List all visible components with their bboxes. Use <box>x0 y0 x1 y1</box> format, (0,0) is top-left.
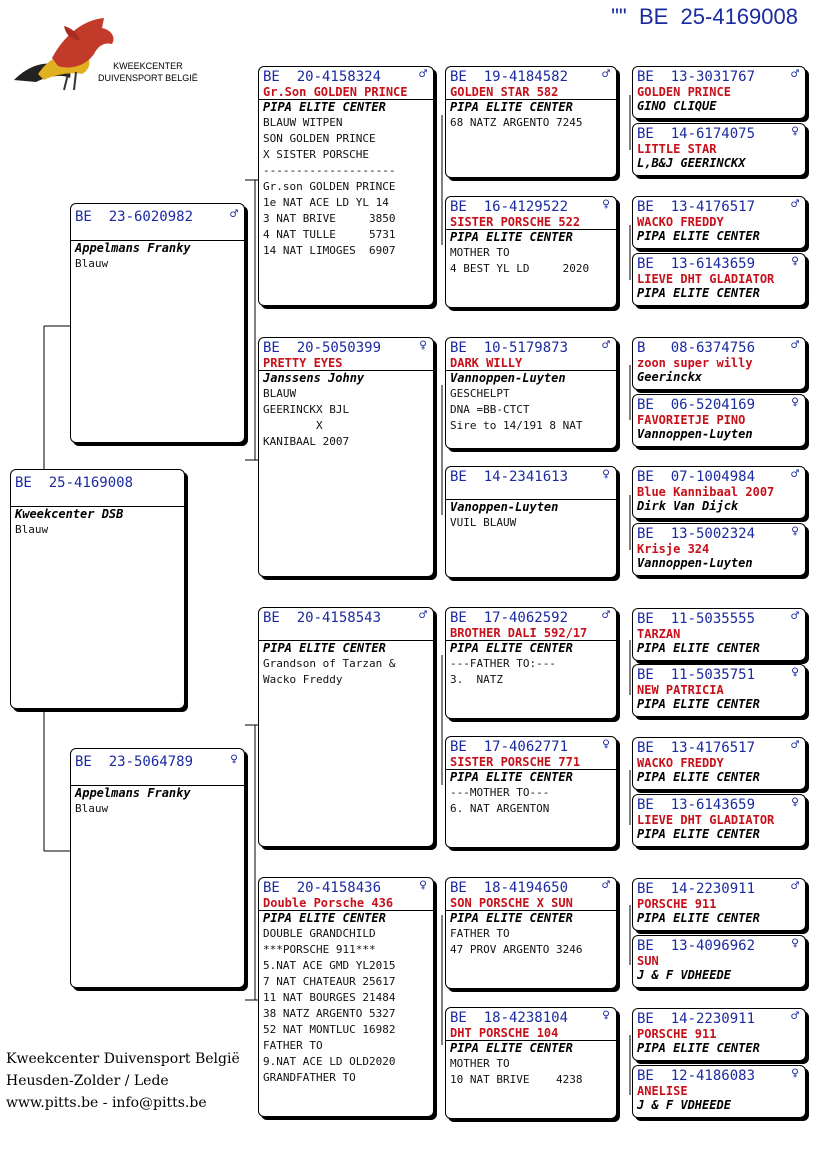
female-icon: ♀ <box>791 395 799 410</box>
breeder: PIPA ELITE CENTER <box>446 99 616 115</box>
male-icon: ♂ <box>791 738 799 753</box>
male-icon: ♂ <box>230 207 238 222</box>
pigeon-name: TARZAN <box>637 627 681 641</box>
logo-text <box>98 60 198 84</box>
pigeon-name: zoon super willy <box>637 356 753 370</box>
pigeon-name: SON PORSCHE X SUN <box>450 896 573 910</box>
pedigree-card-g4-15 <box>632 1008 806 1061</box>
ring-number: BE 17-4062592 <box>450 610 569 626</box>
breeder: J & F VDHEEDE <box>637 1098 731 1112</box>
info-line: Blauw <box>75 257 109 270</box>
pigeon-name: LIEVE DHT GLADIATOR <box>637 813 775 827</box>
ring-number: BE 20-4158324 <box>263 69 382 85</box>
info-line: 4 NAT TULLE 5731 <box>263 228 396 241</box>
ring-number: BE 13-5002324 <box>637 526 756 542</box>
ring-number: BE 13-4176517 <box>637 199 756 215</box>
pigeon-name: SISTER PORSCHE 771 <box>450 755 581 769</box>
male-icon: ♂ <box>791 338 799 353</box>
ring-number: BE 13-3031767 <box>637 69 756 85</box>
info-line: GEERINCKX BJL <box>263 403 350 416</box>
info-line: 1e NAT ACE LD YL 14 <box>263 196 389 209</box>
breeder: PIPA ELITE CENTER <box>446 229 616 245</box>
ring-number: BE 23-5064789 <box>75 754 194 770</box>
pedigree-card-g3f <box>445 736 617 848</box>
breeder: PIPA ELITE CENTER <box>637 1041 760 1055</box>
breeder: PIPA ELITE CENTER <box>637 697 760 711</box>
breeder: PIPA ELITE CENTER <box>259 910 433 926</box>
pigeon-name: NEW PATRICIA <box>637 683 724 697</box>
pigeon-name: WACKO FREDDY <box>637 215 724 229</box>
breeder: PIPA ELITE CENTER <box>637 641 760 655</box>
info-line: 14 NAT LIMOGES 6907 <box>263 244 396 257</box>
breeder: PIPA ELITE CENTER <box>637 911 760 925</box>
ring-number: BE 18-4238104 <box>450 1010 569 1026</box>
pigeon-name: DARK WILLY <box>450 356 523 370</box>
ring-number: BE 14-2230911 <box>637 1011 756 1027</box>
pedigree-card-g3g <box>445 877 617 989</box>
breeder: Appelmans Franky <box>71 785 244 801</box>
pedigree-card-g4-4 <box>632 253 806 306</box>
pedigree-card-g4-9 <box>632 608 806 661</box>
ring-number: BE 13-6143659 <box>637 797 756 813</box>
ring-number: BE 07-1004984 <box>637 469 756 485</box>
ring-number: BE 16-4129522 <box>450 199 569 215</box>
info-line: Sire to 14/191 8 NAT <box>450 419 583 432</box>
info-line: ---MOTHER TO--- <box>450 786 550 799</box>
info-line: SON GOLDEN PRINCE <box>263 132 376 145</box>
female-icon: ♀ <box>602 197 610 212</box>
ring-number: BE 10-5179873 <box>450 340 569 356</box>
pedigree-card-g2d <box>258 877 434 1117</box>
info-line: KANIBAAL 2007 <box>263 435 350 448</box>
pedigree-card-g4-3 <box>632 196 806 249</box>
info-line: 3 NAT BRIVE 3850 <box>263 212 396 225</box>
male-icon: ♂ <box>791 879 799 894</box>
breeder: Appelmans Franky <box>71 240 244 256</box>
pedigree-card-g4-12 <box>632 794 806 847</box>
footer <box>6 1048 240 1114</box>
pedigree-card-g4-1 <box>632 66 806 119</box>
info-line: MOTHER TO <box>450 1057 510 1070</box>
pigeon-name: GOLDEN STAR 582 <box>450 85 559 99</box>
info-line: 68 NATZ ARGENTO 7245 <box>450 116 583 129</box>
pedigree-card-g3c <box>445 337 617 449</box>
info-line: Wacko Freddy <box>263 673 343 686</box>
ring-number: BE 20-4158543 <box>263 610 382 626</box>
pedigree-card-g3a <box>445 66 617 178</box>
logo-line-2: DUIVENSPORT BELGIË <box>98 73 198 83</box>
female-icon: ♀ <box>791 524 799 539</box>
pedigree-card-root <box>10 469 185 709</box>
pigeon-name: LITTLE STAR <box>637 142 717 156</box>
breeder: Vannoppen-Luyten <box>637 556 753 570</box>
info-line: BLAUW <box>263 387 297 400</box>
ring-number: BE 20-4158436 <box>263 880 382 896</box>
breeder: PIPA ELITE CENTER <box>259 640 433 656</box>
info-line: 7 NAT CHATEAUR 25617 <box>263 975 396 988</box>
male-icon: ♂ <box>419 608 427 623</box>
pedigree-card-g4-11 <box>632 737 806 790</box>
female-icon: ♀ <box>791 936 799 951</box>
breeder: Vannoppen-Luyten <box>446 370 616 386</box>
ring-number: BE 14-2341613 <box>450 469 569 485</box>
info-line: BLAUW WITPEN <box>263 116 343 129</box>
breeder: PIPA ELITE CENTER <box>446 910 616 926</box>
ring-number: BE 20-5050399 <box>263 340 382 356</box>
breeder: PIPA ELITE CENTER <box>446 769 616 785</box>
pedigree-card-sire <box>70 203 245 443</box>
male-icon: ♂ <box>602 338 610 353</box>
pedigree-card-g4-7 <box>632 466 806 519</box>
female-icon: ♀ <box>602 737 610 752</box>
male-icon: ♂ <box>791 197 799 212</box>
info-line: MOTHER TO <box>450 246 510 259</box>
breeder: GINO CLIQUE <box>637 99 717 113</box>
female-icon: ♀ <box>602 467 610 482</box>
pedigree-card-g4-13 <box>632 878 806 931</box>
breeder: L,B&J GEERINCKX <box>637 156 746 170</box>
info-line: Gr.son GOLDEN PRINCE <box>263 180 396 193</box>
female-icon: ♀ <box>791 254 799 269</box>
ring-number: BE 14-2230911 <box>637 881 756 897</box>
pedigree-card-g4-10 <box>632 664 806 717</box>
ring-number: BE 19-4184582 <box>450 69 569 85</box>
info-line: X SISTER PORSCHE <box>263 148 369 161</box>
pedigree-title <box>611 4 798 30</box>
ring-number: BE 11-5035751 <box>637 667 756 683</box>
pigeon-name: Double Porsche 436 <box>263 896 394 910</box>
ring-number: BE 13-4176517 <box>637 740 756 756</box>
male-icon: ♂ <box>791 467 799 482</box>
breeder: PIPA ELITE CENTER <box>446 1040 616 1056</box>
pigeon-name: SUN <box>637 954 659 968</box>
male-icon: ♂ <box>791 609 799 624</box>
pedigree-card-g3b <box>445 196 617 308</box>
breeder: Dirk Van Dijck <box>637 499 739 513</box>
ring-number: BE 18-4194650 <box>450 880 569 896</box>
female-icon: ♀ <box>419 338 427 353</box>
female-icon: ♀ <box>602 1008 610 1023</box>
ring-number: B 08-6374756 <box>637 340 756 356</box>
title-quote: "" <box>611 4 627 29</box>
pedigree-card-g4-2 <box>632 123 806 176</box>
female-icon: ♀ <box>791 124 799 139</box>
breeder: PIPA ELITE CENTER <box>259 99 433 115</box>
female-icon: ♀ <box>419 878 427 893</box>
pedigree-card-g3h <box>445 1007 617 1119</box>
footer-location: Heusden-Zolder / Lede <box>6 1073 169 1089</box>
ring-number: BE 14-6174075 <box>637 126 756 142</box>
male-icon: ♂ <box>602 878 610 893</box>
pedigree-card-dam <box>70 748 245 988</box>
female-icon: ♀ <box>791 665 799 680</box>
female-icon: ♀ <box>230 752 238 767</box>
breeder: PIPA ELITE CENTER <box>637 229 760 243</box>
pigeon-name: FAVORIETJE PINO <box>637 413 746 427</box>
pedigree-card-g2a <box>258 66 434 306</box>
info-line: ---FATHER TO:--- <box>450 657 556 670</box>
info-line: 4 BEST YL LD 2020 <box>450 262 590 275</box>
info-line: FATHER TO <box>263 1039 323 1052</box>
info-line: Grandson of Tarzan & <box>263 657 396 670</box>
breeder: PIPA ELITE CENTER <box>637 827 760 841</box>
pigeon-name: PORSCHE 911 <box>637 897 717 911</box>
info-line: 38 NATZ ARGENTO 5327 <box>263 1007 396 1020</box>
pigeon-name: Krisje 324 <box>637 542 710 556</box>
ring-number: BE 12-4186083 <box>637 1068 756 1084</box>
breeder: PIPA ELITE CENTER <box>637 770 760 784</box>
pedigree-card-g4-6 <box>632 394 806 447</box>
info-line: ***PORSCHE 911*** <box>263 943 376 956</box>
female-icon: ♀ <box>791 795 799 810</box>
info-line: X <box>263 419 323 432</box>
pigeon-name: PRETTY EYES <box>263 356 343 370</box>
info-line: GRANDFATHER TO <box>263 1071 356 1084</box>
male-icon: ♂ <box>791 67 799 82</box>
pigeon-name: GOLDEN PRINCE <box>637 85 731 99</box>
ring-number: BE 25-4169008 <box>15 475 134 491</box>
info-line: Blauw <box>75 802 109 815</box>
info-line: GESCHELPT <box>450 387 510 400</box>
ring-number: BE 13-6143659 <box>637 256 756 272</box>
pedigree-card-g3e <box>445 607 617 719</box>
breeder: J & F VDHEEDE <box>637 968 731 982</box>
breeder: Janssens Johny <box>259 370 433 386</box>
pigeon-name: ANELISE <box>637 1084 688 1098</box>
breeder: PIPA ELITE CENTER <box>446 640 616 656</box>
pigeon-name: Gr.Son GOLDEN PRINCE <box>263 85 408 99</box>
info-line: VUIL BLAUW <box>450 516 517 529</box>
ring-number: BE 23-6020982 <box>75 209 194 225</box>
pedigree-card-g4-5 <box>632 337 806 390</box>
breeder: Kweekcenter DSB <box>11 506 184 522</box>
ring-number: BE 13-4096962 <box>637 938 756 954</box>
info-line: DNA =BB-CTCT <box>450 403 530 416</box>
pigeon-name: PORSCHE 911 <box>637 1027 717 1041</box>
info-line: 9.NAT ACE LD OLD2020 <box>263 1055 396 1068</box>
male-icon: ♂ <box>419 67 427 82</box>
ring-number: BE 11-5035555 <box>637 611 756 627</box>
pedigree-card-g4-8 <box>632 523 806 576</box>
male-icon: ♂ <box>602 67 610 82</box>
pedigree-card-g3d <box>445 466 617 578</box>
info-line: -------------------- <box>263 164 396 177</box>
info-line: DOUBLE GRANDCHILD <box>263 927 376 940</box>
pedigree-card-g2c <box>258 607 434 847</box>
female-icon: ♀ <box>791 1066 799 1081</box>
ring-number: BE 17-4062771 <box>450 739 569 755</box>
info-line: 6. NAT ARGENTON <box>450 802 550 815</box>
info-line: 11 NAT BOURGES 21484 <box>263 991 396 1004</box>
pedigree-card-g2b <box>258 337 434 577</box>
male-icon: ♂ <box>791 1009 799 1024</box>
pigeon-name: WACKO FREDDY <box>637 756 724 770</box>
pigeon-name: BROTHER DALI 592/17 <box>450 626 588 640</box>
pedigree-card-g4-16 <box>632 1065 806 1118</box>
info-line: FATHER TO <box>450 927 510 940</box>
info-line: Blauw <box>15 523 49 536</box>
info-line: 10 NAT BRIVE 4238 <box>450 1073 583 1086</box>
footer-contact[interactable]: www.pitts.be - info@pitts.be <box>6 1095 207 1111</box>
breeder: Geerinckx <box>637 370 703 384</box>
info-line: 5.NAT ACE GMD YL2015 <box>263 959 396 972</box>
ring-number: BE 06-5204169 <box>637 397 756 413</box>
male-icon: ♂ <box>602 608 610 623</box>
pigeon-name: SISTER PORSCHE 522 <box>450 215 581 229</box>
footer-company: Kweekcenter Duivensport België <box>6 1051 240 1067</box>
info-line: 47 PROV ARGENTO 3246 <box>450 943 583 956</box>
breeder: Vanoppen-Luyten <box>446 499 616 515</box>
breeder: Vannoppen-Luyten <box>637 427 753 441</box>
info-line: 52 NAT MONTLUC 16982 <box>263 1023 396 1036</box>
pigeon-name: DHT PORSCHE 104 <box>450 1026 559 1040</box>
pedigree-card-g4-14 <box>632 935 806 988</box>
pigeon-name: Blue Kannibaal 2007 <box>637 485 775 499</box>
breeder: PIPA ELITE CENTER <box>637 286 760 300</box>
pigeon-name: LIEVE DHT GLADIATOR <box>637 272 775 286</box>
title-ring-number: BE 25-4169008 <box>638 4 798 29</box>
info-line: 3. NATZ <box>450 673 503 686</box>
logo-line-1: KWEEKCENTER <box>113 61 183 71</box>
